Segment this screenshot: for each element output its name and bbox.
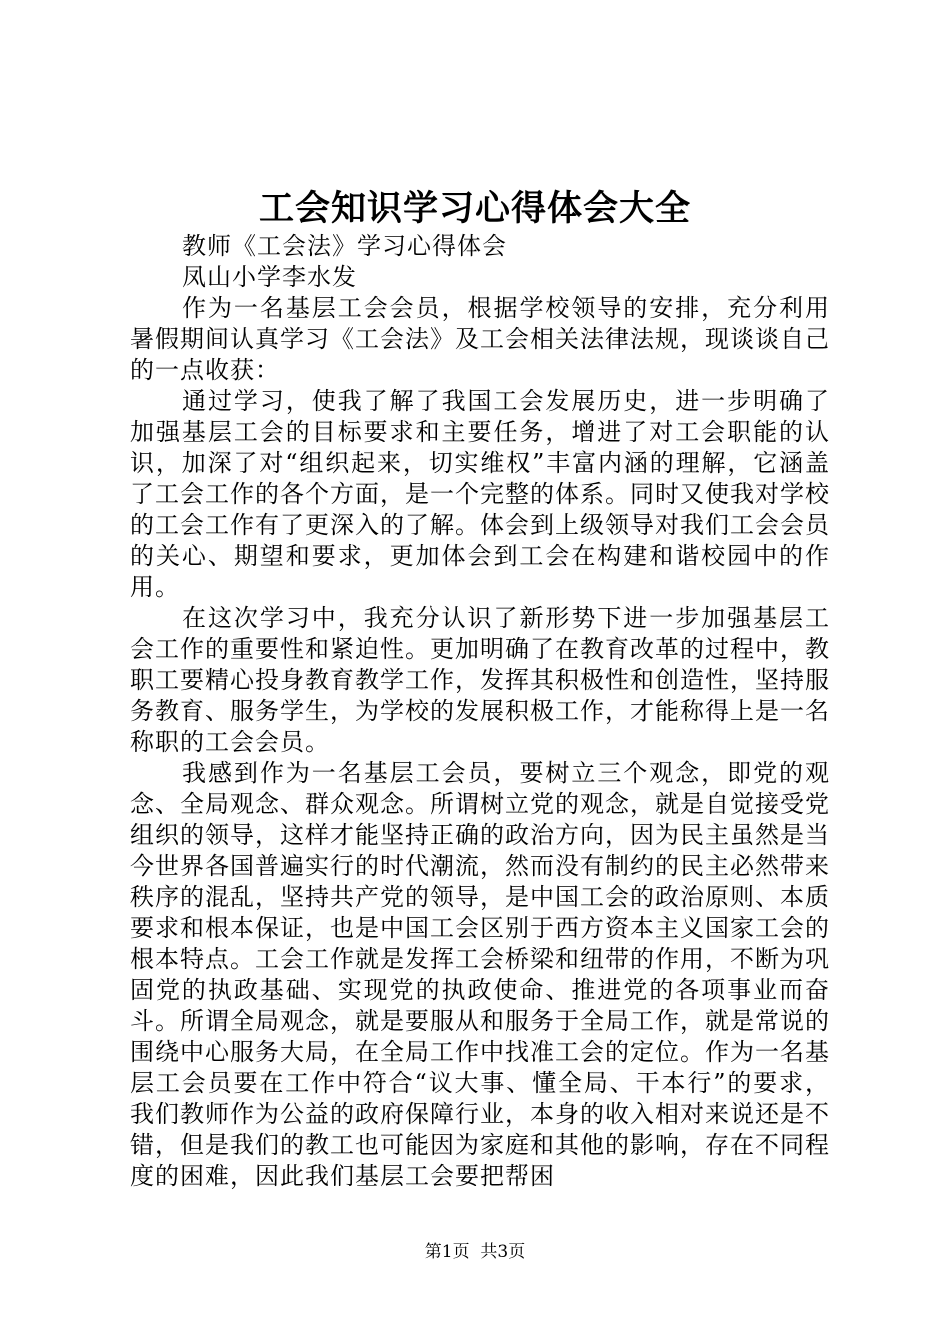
page-number: 第1页 xyxy=(424,1242,470,1262)
author-paragraph: 凤山小学李水发 xyxy=(182,263,357,291)
subtitle-paragraph: 教师《工会法》学习心得体会 xyxy=(182,232,507,260)
document-body xyxy=(130,231,830,1192)
body-paragraph: 通过学习，使我了解了我国工会发展历史，进一步明确了加强基层工会的目标要求和主要任务，增进了对工会职能的认识，加深了对“组织起来，切实维权”丰富内涵的理解，它涵盖了工会工作的各个方面，是一个完整的体系。同时又使我对学校的工会工作有了更深入的了解。体会到上级领导对我们工会会员的关心、期望和要求，更加体会到工会在构建和谐校园中的作用。 xyxy=(130,387,830,601)
intro-paragraph: 作为一名基层工会会员，根据学校领导的安排，充分利用暑假期间认真学习《工会法》及工会相关法律法规，现谈谈自己的一点收获： xyxy=(130,294,830,384)
page-footer xyxy=(0,1240,950,1264)
body-paragraph: 在这次学习中，我充分认识了新形势下进一步加强基层工会工作的重要性和紧迫性。更加明确了在教育改革的过程中，教职工要精心投身教育教学工作，发挥其积极性和创造性，坚持服务教育、服务学生，为学校的发展积极工作，才能称得上是一名称职的工会会员。 xyxy=(130,604,830,756)
document-title: 工会知识学习心得体会大全 xyxy=(258,188,691,229)
total-pages: 共3页 xyxy=(480,1242,526,1262)
body-paragraph: 我感到作为一名基层工会员，要树立三个观念，即党的观念、全局观念、群众观念。所谓树立党的观念，就是自觉接受党组织的领导，这样才能坚持正确的政治方向，因为民主虽然是当今世界各国普遍实行的时代潮流，然而没有制约的民主必然带来秩序的混乱，坚持共产党的领导，是中国工会的政治原则、本质要求和根本保证，也是中国工会区别于西方资本主义国家工会的根本特点。工会工作就是发挥工会桥梁和纽带的作用，不断为巩固党的执政基础、实现党的执政使命、推进党的各项事业而奋斗。所谓全局观念，就是要服从和服务于全局工作，就是常说的围绕中心服务大局，在全局工作中找准工会的定位。作为一名基层工会员要在工作中符合“议大事、懂全局、干本行”的要求，我们教师作为公益的政府保障行业，本身的收入相对来说还是不错，但是我们的教工也可能因为家庭和其他的影响，存在不同程度的困难，因此我们基层工会要把帮困 xyxy=(130,759,830,1190)
